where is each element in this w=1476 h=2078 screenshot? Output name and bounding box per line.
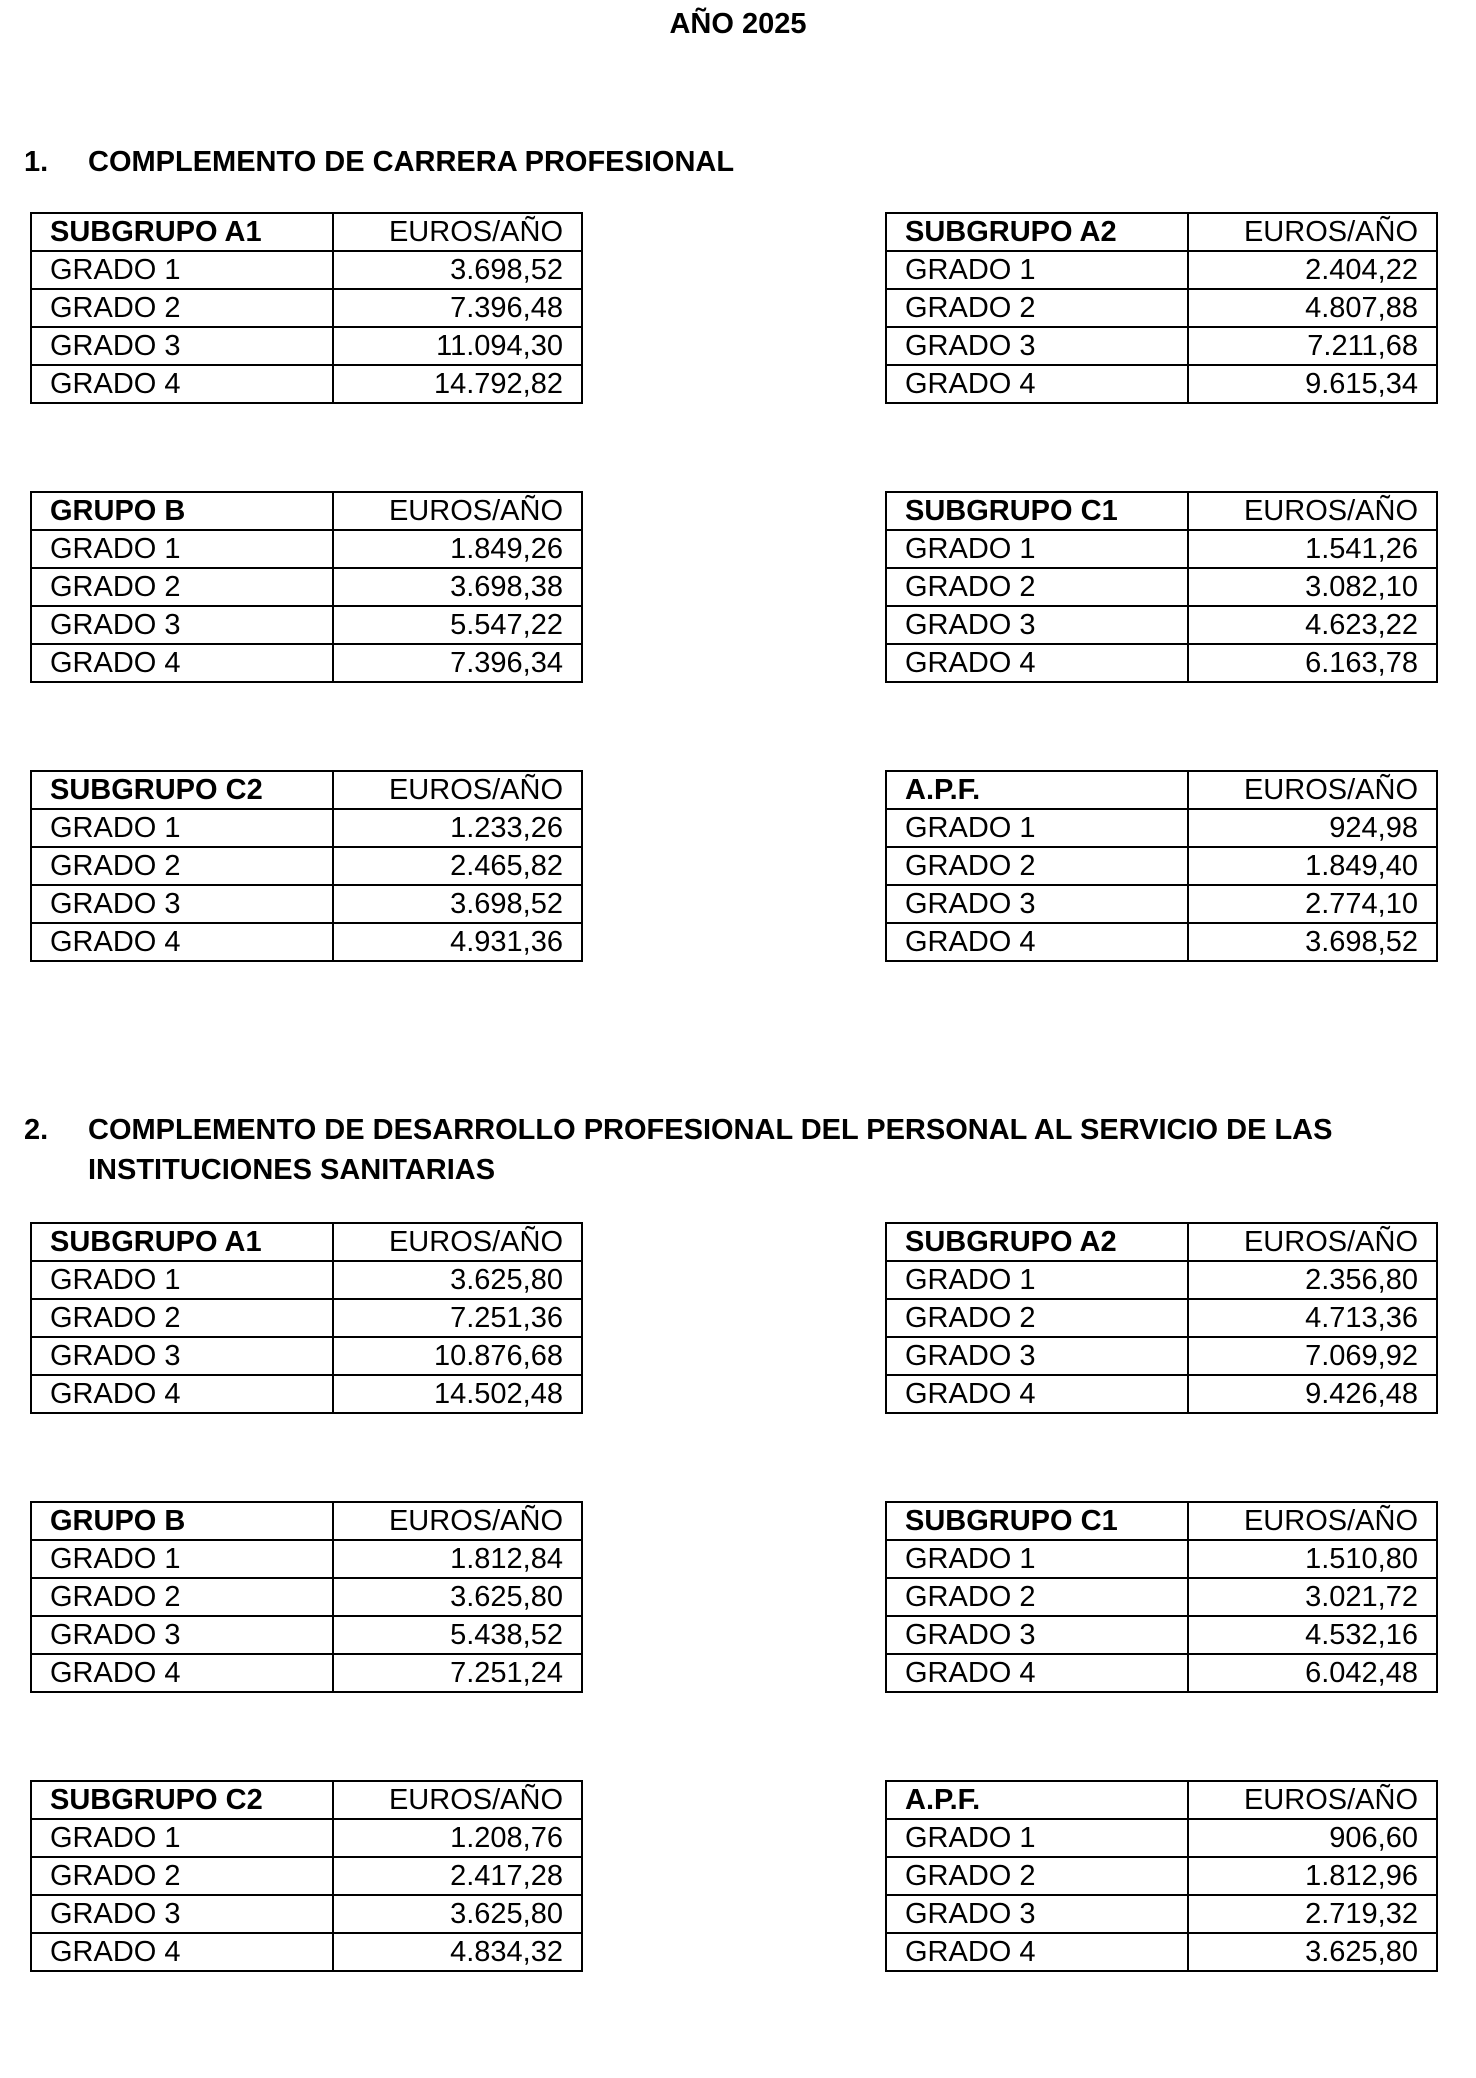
grade-label: GRADO 4: [31, 923, 333, 961]
section-title: [88, 1110, 1444, 1190]
grade-value: 2.356,80: [1188, 1261, 1437, 1299]
grade-value: 14.792,82: [333, 365, 582, 403]
table-row: [31, 1933, 582, 1971]
table-row: [886, 606, 1437, 644]
grade-value: 7.251,24: [333, 1654, 582, 1692]
section-title: [88, 142, 1444, 182]
table-subgrupo-a1: [30, 1222, 583, 1414]
table-apf: [885, 770, 1438, 962]
grade-value: 1.849,26: [333, 530, 582, 568]
grade-label: GRADO 3: [31, 1337, 333, 1375]
table-row: [886, 251, 1437, 289]
table-row: [31, 251, 582, 289]
table-row: [886, 1578, 1437, 1616]
grade-label: GRADO 1: [31, 1540, 333, 1578]
table-row: [31, 923, 582, 961]
unit-label: EUROS/AÑO: [1188, 1502, 1437, 1540]
grade-label: GRADO 2: [31, 568, 333, 606]
grade-label: GRADO 1: [886, 530, 1188, 568]
table-row: [886, 1337, 1437, 1375]
grade-label: GRADO 3: [886, 327, 1188, 365]
grade-label: GRADO 4: [31, 1654, 333, 1692]
grade-label: GRADO 2: [31, 1857, 333, 1895]
grade-value: 7.396,34: [333, 644, 582, 682]
table-header-row: [31, 1781, 582, 1819]
grade-value: 4.931,36: [333, 923, 582, 961]
table-row: [886, 847, 1437, 885]
grade-label: GRADO 1: [31, 1261, 333, 1299]
section-number: 2.: [24, 1114, 49, 1146]
grade-value: 7.396,48: [333, 289, 582, 327]
table-header-row: [886, 213, 1437, 251]
table-row: [31, 644, 582, 682]
table-row: [31, 1299, 582, 1337]
grade-label: GRADO 4: [886, 1375, 1188, 1413]
grade-value: 14.502,48: [333, 1375, 582, 1413]
unit-label: EUROS/AÑO: [1188, 1223, 1437, 1261]
grade-label: GRADO 1: [31, 809, 333, 847]
table-subgrupo-c1: [885, 491, 1438, 683]
grade-value: 2.719,32: [1188, 1895, 1437, 1933]
page-title: AÑO 2025: [669, 8, 807, 40]
grade-value: 9.426,48: [1188, 1375, 1437, 1413]
table-row: [31, 1261, 582, 1299]
table-row: [886, 1654, 1437, 1692]
table-row: [886, 1857, 1437, 1895]
grade-value: 9.615,34: [1188, 365, 1437, 403]
grade-value: 3.625,80: [333, 1895, 582, 1933]
table-row: [886, 1933, 1437, 1971]
grade-label: GRADO 1: [886, 1819, 1188, 1857]
grade-label: GRADO 3: [886, 1616, 1188, 1654]
grade-value: 5.438,52: [333, 1616, 582, 1654]
unit-label: EUROS/AÑO: [333, 213, 582, 251]
grade-value: 3.021,72: [1188, 1578, 1437, 1616]
group-label: SUBGRUPO A1: [31, 213, 333, 251]
group-label: SUBGRUPO C1: [886, 492, 1188, 530]
unit-label: EUROS/AÑO: [333, 492, 582, 530]
grade-label: GRADO 2: [886, 847, 1188, 885]
grade-label: GRADO 2: [31, 1299, 333, 1337]
table-subgrupo-a2: [885, 1222, 1438, 1414]
grade-value: 2.404,22: [1188, 251, 1437, 289]
grade-label: GRADO 3: [886, 1895, 1188, 1933]
grade-label: GRADO 4: [886, 644, 1188, 682]
table-row: [886, 923, 1437, 961]
grade-label: GRADO 2: [31, 1578, 333, 1616]
grade-value: 906,60: [1188, 1819, 1437, 1857]
grade-value: 11.094,30: [333, 327, 582, 365]
table-row: [31, 289, 582, 327]
table-row: [31, 327, 582, 365]
grade-label: GRADO 3: [31, 606, 333, 644]
grade-label: GRADO 4: [886, 1933, 1188, 1971]
grade-value: 1.233,26: [333, 809, 582, 847]
grade-label: GRADO 2: [886, 289, 1188, 327]
grade-value: 3.698,52: [1188, 923, 1437, 961]
table-row: [31, 1616, 582, 1654]
section-title-line: COMPLEMENTO DE CARRERA PROFESIONAL: [88, 146, 735, 178]
table-row: [31, 809, 582, 847]
grade-label: GRADO 4: [31, 365, 333, 403]
grade-label: GRADO 2: [886, 1299, 1188, 1337]
grade-label: GRADO 1: [886, 1261, 1188, 1299]
unit-label: EUROS/AÑO: [1188, 492, 1437, 530]
table-row: [886, 530, 1437, 568]
group-label: GRUPO B: [31, 492, 333, 530]
section-title-line: COMPLEMENTO DE DESARROLLO PROFESIONAL DEL PERSONAL AL SERVICIO DE LAS: [88, 1114, 1333, 1146]
table-row: [31, 365, 582, 403]
table-header-row: [886, 771, 1437, 809]
grade-label: GRADO 3: [31, 1616, 333, 1654]
grade-label: GRADO 3: [31, 327, 333, 365]
grade-label: GRADO 1: [886, 809, 1188, 847]
table-apf: [885, 1780, 1438, 1972]
grade-label: GRADO 4: [31, 1375, 333, 1413]
table-row: [886, 289, 1437, 327]
grade-value: 1.849,40: [1188, 847, 1437, 885]
grade-label: GRADO 4: [31, 644, 333, 682]
unit-label: EUROS/AÑO: [333, 1223, 582, 1261]
grade-label: GRADO 2: [886, 1578, 1188, 1616]
table-subgrupo-a2: [885, 212, 1438, 404]
table-subgrupo-c2: [30, 1780, 583, 1972]
table-row: [31, 1337, 582, 1375]
section-number: 1.: [24, 146, 49, 178]
table-row: [886, 1261, 1437, 1299]
grade-value: 4.623,22: [1188, 606, 1437, 644]
grade-value: 6.163,78: [1188, 644, 1437, 682]
grade-value: 6.042,48: [1188, 1654, 1437, 1692]
grade-value: 1.812,84: [333, 1540, 582, 1578]
table-row: [886, 809, 1437, 847]
table-header-row: [886, 1502, 1437, 1540]
group-label: A.P.F.: [886, 1781, 1188, 1819]
table-header-row: [886, 492, 1437, 530]
group-label: SUBGRUPO C1: [886, 1502, 1188, 1540]
grade-label: GRADO 1: [31, 1819, 333, 1857]
grade-label: GRADO 4: [31, 1933, 333, 1971]
table-row: [31, 885, 582, 923]
table-row: [886, 1375, 1437, 1413]
table-row: [31, 1895, 582, 1933]
grade-value: 1.208,76: [333, 1819, 582, 1857]
table-header-row: [31, 1223, 582, 1261]
grade-value: 924,98: [1188, 809, 1437, 847]
table-row: [886, 644, 1437, 682]
grade-value: 7.211,68: [1188, 327, 1437, 365]
unit-label: EUROS/AÑO: [1188, 213, 1437, 251]
grade-value: 3.625,80: [1188, 1933, 1437, 1971]
table-header-row: [31, 492, 582, 530]
grade-value: 3.698,52: [333, 251, 582, 289]
grade-value: 7.251,36: [333, 1299, 582, 1337]
unit-label: EUROS/AÑO: [333, 1781, 582, 1819]
grade-value: 4.713,36: [1188, 1299, 1437, 1337]
unit-label: EUROS/AÑO: [333, 771, 582, 809]
table-row: [31, 1540, 582, 1578]
unit-label: EUROS/AÑO: [1188, 771, 1437, 809]
group-label: SUBGRUPO A2: [886, 213, 1188, 251]
grade-label: GRADO 4: [886, 1654, 1188, 1692]
grade-label: GRADO 3: [886, 1337, 1188, 1375]
grade-value: 3.698,52: [333, 885, 582, 923]
grade-value: 1.510,80: [1188, 1540, 1437, 1578]
table-row: [31, 1375, 582, 1413]
grade-value: 7.069,92: [1188, 1337, 1437, 1375]
table-subgrupo-a1: [30, 212, 583, 404]
table-header-row: [886, 1223, 1437, 1261]
grade-value: 3.625,80: [333, 1578, 582, 1616]
group-label: A.P.F.: [886, 771, 1188, 809]
table-row: [31, 530, 582, 568]
unit-label: EUROS/AÑO: [1188, 1781, 1437, 1819]
table-row: [886, 1299, 1437, 1337]
grade-value: 2.774,10: [1188, 885, 1437, 923]
table-row: [886, 365, 1437, 403]
grade-value: 4.532,16: [1188, 1616, 1437, 1654]
group-label: SUBGRUPO A2: [886, 1223, 1188, 1261]
table-row: [31, 1578, 582, 1616]
grade-label: GRADO 1: [31, 251, 333, 289]
grade-value: 4.834,32: [333, 1933, 582, 1971]
table-row: [886, 1819, 1437, 1857]
grade-value: 4.807,88: [1188, 289, 1437, 327]
table-grupo-b: [30, 1501, 583, 1693]
table-header-row: [31, 213, 582, 251]
grade-label: GRADO 1: [31, 530, 333, 568]
table-row: [31, 1654, 582, 1692]
grade-value: 3.625,80: [333, 1261, 582, 1299]
grade-label: GRADO 1: [886, 251, 1188, 289]
grade-label: GRADO 2: [886, 1857, 1188, 1895]
section-title-line: INSTITUCIONES SANITARIAS: [88, 1154, 496, 1186]
grade-value: 10.876,68: [333, 1337, 582, 1375]
grade-label: GRADO 2: [886, 568, 1188, 606]
group-label: SUBGRUPO C2: [31, 771, 333, 809]
unit-label: EUROS/AÑO: [333, 1502, 582, 1540]
table-row: [31, 1857, 582, 1895]
table-row: [31, 1819, 582, 1857]
grade-label: GRADO 3: [886, 606, 1188, 644]
grade-value: 2.465,82: [333, 847, 582, 885]
table-row: [31, 847, 582, 885]
grade-label: GRADO 3: [31, 1895, 333, 1933]
grade-value: 2.417,28: [333, 1857, 582, 1895]
table-subgrupo-c2: [30, 770, 583, 962]
table-header-row: [31, 1502, 582, 1540]
grade-value: 3.698,38: [333, 568, 582, 606]
table-row: [886, 1616, 1437, 1654]
table-row: [31, 606, 582, 644]
table-row: [31, 568, 582, 606]
table-row: [886, 568, 1437, 606]
grade-label: GRADO 2: [31, 847, 333, 885]
table-row: [886, 885, 1437, 923]
group-label: SUBGRUPO C2: [31, 1781, 333, 1819]
group-label: SUBGRUPO A1: [31, 1223, 333, 1261]
grade-value: 1.812,96: [1188, 1857, 1437, 1895]
grade-label: GRADO 4: [886, 923, 1188, 961]
grade-label: GRADO 3: [886, 885, 1188, 923]
grade-value: 1.541,26: [1188, 530, 1437, 568]
grade-label: GRADO 1: [886, 1540, 1188, 1578]
grade-label: GRADO 2: [31, 289, 333, 327]
table-row: [886, 1895, 1437, 1933]
grade-label: GRADO 3: [31, 885, 333, 923]
grade-value: 3.082,10: [1188, 568, 1437, 606]
table-subgrupo-c1: [885, 1501, 1438, 1693]
grade-value: 5.547,22: [333, 606, 582, 644]
table-header-row: [886, 1781, 1437, 1819]
table-header-row: [31, 771, 582, 809]
table-grupo-b: [30, 491, 583, 683]
table-row: [886, 1540, 1437, 1578]
grade-label: GRADO 4: [886, 365, 1188, 403]
table-row: [886, 327, 1437, 365]
group-label: GRUPO B: [31, 1502, 333, 1540]
